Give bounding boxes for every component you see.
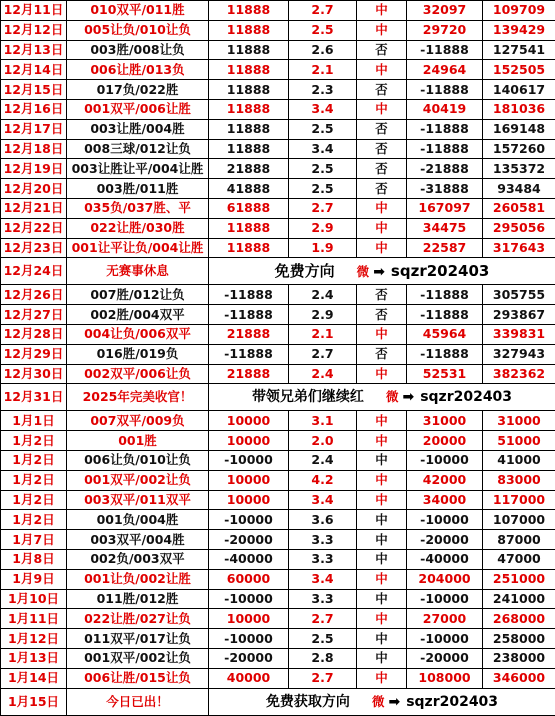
cell-total: 305755	[483, 285, 555, 305]
cell-odds: 2.8	[289, 648, 357, 668]
cell-stake: -10000	[209, 450, 289, 470]
cell-date: 12月15日	[1, 80, 67, 100]
cell-stake: 11888	[209, 238, 289, 258]
cell-stake: 10000	[209, 431, 289, 451]
record-row	[1, 648, 555, 668]
cell-date: 1月2日	[1, 450, 67, 470]
cell-date: 1月1日	[1, 411, 67, 431]
cell-stake: 11888	[209, 20, 289, 40]
cell-total: 127541	[483, 40, 555, 60]
cell-result: 中	[357, 648, 407, 668]
cell-profit: -11888	[407, 344, 483, 364]
cell-odds: 3.6	[289, 510, 357, 530]
cell-match: 006让胜/013负	[67, 60, 209, 80]
wechat-account: sqzr202403	[420, 389, 512, 405]
note-row	[1, 384, 555, 411]
cell-result: 中	[357, 218, 407, 238]
cell-date: 1月10日	[1, 589, 67, 609]
cell-stake: -20000	[209, 648, 289, 668]
cell-date: 1月12日	[1, 629, 67, 649]
cell-profit: -10000	[407, 629, 483, 649]
record-row	[1, 119, 555, 139]
cell-result: 中	[357, 198, 407, 218]
cell-result: 中	[357, 569, 407, 589]
cell-total: 47000	[483, 549, 555, 569]
cell-profit: -11888	[407, 139, 483, 159]
cell-result: 中	[357, 431, 407, 451]
cell-result: 中	[357, 411, 407, 431]
record-row	[1, 139, 555, 159]
record-row	[1, 530, 555, 550]
cell-date: 12月18日	[1, 139, 67, 159]
cell-result: 中	[357, 450, 407, 470]
cell-odds: 2.7	[289, 609, 357, 629]
cell-date: 1月15日	[1, 688, 67, 715]
cell-date: 12月17日	[1, 119, 67, 139]
cell-total: 87000	[483, 530, 555, 550]
cell-match: 010双平/011胜	[67, 1, 209, 21]
cell-stake: -11888	[209, 305, 289, 325]
cell-date: 1月2日	[1, 490, 67, 510]
cell-stake: 60000	[209, 569, 289, 589]
arrow-right-icon: ➡	[402, 389, 414, 405]
cell-result: 否	[357, 285, 407, 305]
cell-result: 中	[357, 324, 407, 344]
cell-match: 011胜/012胜	[67, 589, 209, 609]
cell-match: 001让平让负/004让胜	[67, 238, 209, 258]
record-row	[1, 238, 555, 258]
cell-odds: 2.1	[289, 324, 357, 344]
cell-match: 016胜/019负	[67, 344, 209, 364]
cell-odds: 3.4	[289, 99, 357, 119]
cell-date: 12月28日	[1, 324, 67, 344]
cell-result: 中	[357, 20, 407, 40]
cell-total: 295056	[483, 218, 555, 238]
promo-cell	[209, 384, 555, 411]
cell-stake: -20000	[209, 530, 289, 550]
record-row	[1, 285, 555, 305]
cell-match: 007双平/009负	[67, 411, 209, 431]
cell-total: 241000	[483, 589, 555, 609]
record-row	[1, 159, 555, 179]
note-text: 无赛事休息	[67, 258, 209, 285]
cell-profit: 34475	[407, 218, 483, 238]
cell-date: 12月21日	[1, 198, 67, 218]
cell-total: 382362	[483, 364, 555, 384]
cell-date: 12月20日	[1, 179, 67, 199]
cell-date: 1月13日	[1, 648, 67, 668]
cell-match: 003双平/011双平	[67, 490, 209, 510]
cell-date: 1月14日	[1, 668, 67, 688]
note-row	[1, 688, 555, 715]
cell-profit: 42000	[407, 470, 483, 490]
cell-stake: -10000	[209, 589, 289, 609]
cell-stake: 11888	[209, 218, 289, 238]
cell-profit: -11888	[407, 285, 483, 305]
cell-odds: 2.6	[289, 40, 357, 60]
cell-date: 1月2日	[1, 470, 67, 490]
cell-match: 011双平/017让负	[67, 629, 209, 649]
cell-profit: 32097	[407, 1, 483, 21]
cell-total: 135372	[483, 159, 555, 179]
cell-match: 008三球/012让负	[67, 139, 209, 159]
cell-match: 022让胜/027让负	[67, 609, 209, 629]
cell-match: 003让胜让平/004让胜	[67, 159, 209, 179]
cell-profit: -11888	[407, 80, 483, 100]
cell-match: 005让负/010让负	[67, 20, 209, 40]
record-row	[1, 450, 555, 470]
cell-stake: 10000	[209, 609, 289, 629]
cell-date: 12月19日	[1, 159, 67, 179]
record-row	[1, 344, 555, 364]
cell-result: 中	[357, 364, 407, 384]
cell-result: 否	[357, 80, 407, 100]
cell-total: 339831	[483, 324, 555, 344]
record-row	[1, 629, 555, 649]
cell-profit: 167097	[407, 198, 483, 218]
record-row	[1, 510, 555, 530]
cell-date: 12月30日	[1, 364, 67, 384]
cell-result: 中	[357, 549, 407, 569]
note-text: 2025年完美收官！	[67, 384, 209, 411]
cell-odds: 3.4	[289, 490, 357, 510]
cell-odds: 2.5	[289, 159, 357, 179]
cell-match: 003胜/011胜	[67, 179, 209, 199]
cell-date: 12月13日	[1, 40, 67, 60]
cell-odds: 1.9	[289, 238, 357, 258]
cell-stake: 21888	[209, 364, 289, 384]
cell-date: 12月24日	[1, 258, 67, 285]
cell-match: 003双平/004胜	[67, 530, 209, 550]
cell-profit: -10000	[407, 450, 483, 470]
cell-date: 12月29日	[1, 344, 67, 364]
record-row	[1, 668, 555, 688]
cell-match: 003胜/008让负	[67, 40, 209, 60]
note-text: 今日已出！	[67, 688, 209, 715]
cell-total: 140617	[483, 80, 555, 100]
cell-match: 004让负/006双平	[67, 324, 209, 344]
record-row	[1, 305, 555, 325]
cell-total: 169148	[483, 119, 555, 139]
cell-date: 12月14日	[1, 60, 67, 80]
record-row	[1, 40, 555, 60]
record-row	[1, 324, 555, 344]
cell-result: 否	[357, 344, 407, 364]
cell-date: 12月31日	[1, 384, 67, 411]
cell-total: 107000	[483, 510, 555, 530]
cell-total: 51000	[483, 431, 555, 451]
record-row	[1, 198, 555, 218]
cell-odds: 3.3	[289, 530, 357, 550]
cell-stake: 11888	[209, 99, 289, 119]
cell-result: 中	[357, 510, 407, 530]
cell-total: 139429	[483, 20, 555, 40]
record-row	[1, 470, 555, 490]
cell-match: 002双平/006让负	[67, 364, 209, 384]
cell-stake: -11888	[209, 285, 289, 305]
cell-profit: 45964	[407, 324, 483, 344]
cell-date: 12月11日	[1, 1, 67, 21]
cell-profit: 24964	[407, 60, 483, 80]
cell-stake: 11888	[209, 80, 289, 100]
cell-odds: 2.4	[289, 285, 357, 305]
cell-stake: 11888	[209, 40, 289, 60]
cell-odds: 2.7	[289, 668, 357, 688]
record-row	[1, 364, 555, 384]
cell-stake: 21888	[209, 324, 289, 344]
cell-result: 否	[357, 119, 407, 139]
cell-result: 中	[357, 668, 407, 688]
cell-odds: 2.9	[289, 305, 357, 325]
cell-date: 1月8日	[1, 549, 67, 569]
cell-profit: -40000	[407, 549, 483, 569]
cell-profit: 20000	[407, 431, 483, 451]
cell-date: 1月7日	[1, 530, 67, 550]
cell-total: 93484	[483, 179, 555, 199]
cell-stake: 11888	[209, 60, 289, 80]
cell-match: 006让负/010让负	[67, 450, 209, 470]
cell-match: 001负/004胜	[67, 510, 209, 530]
cell-profit: 52531	[407, 364, 483, 384]
cell-stake: -10000	[209, 629, 289, 649]
record-row	[1, 490, 555, 510]
cell-total: 41000	[483, 450, 555, 470]
cell-profit: -20000	[407, 648, 483, 668]
cell-date: 12月12日	[1, 20, 67, 40]
cell-stake: 21888	[209, 159, 289, 179]
promo-text: 免费获取方向	[266, 694, 350, 710]
cell-odds: 2.5	[289, 20, 357, 40]
cell-total: 31000	[483, 411, 555, 431]
promo-cell	[209, 688, 555, 715]
cell-result: 中	[357, 530, 407, 550]
cell-date: 1月2日	[1, 510, 67, 530]
cell-stake: 40000	[209, 668, 289, 688]
cell-match: 001让负/002让胜	[67, 569, 209, 589]
cell-odds: 2.3	[289, 80, 357, 100]
cell-match: 002胜/004双平	[67, 305, 209, 325]
cell-profit: 22587	[407, 238, 483, 258]
cell-stake: 41888	[209, 179, 289, 199]
cell-odds: 3.4	[289, 569, 357, 589]
cell-odds: 4.2	[289, 470, 357, 490]
cell-total: 157260	[483, 139, 555, 159]
cell-result: 否	[357, 159, 407, 179]
cell-result: 否	[357, 305, 407, 325]
cell-total: 181036	[483, 99, 555, 119]
cell-profit: 34000	[407, 490, 483, 510]
cell-total: 117000	[483, 490, 555, 510]
cell-total: 260581	[483, 198, 555, 218]
cell-result: 否	[357, 179, 407, 199]
cell-profit: -10000	[407, 510, 483, 530]
cell-profit: -21888	[407, 159, 483, 179]
cell-profit: -10000	[407, 589, 483, 609]
cell-total: 238000	[483, 648, 555, 668]
cell-odds: 3.3	[289, 549, 357, 569]
cell-total: 293867	[483, 305, 555, 325]
wechat-label: 微	[372, 694, 385, 709]
cell-stake: -40000	[209, 549, 289, 569]
cell-stake: 61888	[209, 198, 289, 218]
cell-result: 中	[357, 99, 407, 119]
cell-total: 258000	[483, 629, 555, 649]
cell-stake: 11888	[209, 1, 289, 21]
cell-result: 中	[357, 238, 407, 258]
cell-odds: 2.4	[289, 450, 357, 470]
cell-odds: 2.7	[289, 344, 357, 364]
record-row	[1, 609, 555, 629]
cell-total: 83000	[483, 470, 555, 490]
cell-profit: 204000	[407, 569, 483, 589]
cell-stake: 10000	[209, 470, 289, 490]
cell-date: 12月16日	[1, 99, 67, 119]
cell-odds: 2.5	[289, 179, 357, 199]
cell-result: 中	[357, 589, 407, 609]
cell-match: 001双平/002让负	[67, 648, 209, 668]
cell-profit: 40419	[407, 99, 483, 119]
cell-date: 1月11日	[1, 609, 67, 629]
cell-result: 否	[357, 40, 407, 60]
record-row	[1, 431, 555, 451]
cell-match: 035负/037胜、平	[67, 198, 209, 218]
cell-odds: 2.5	[289, 119, 357, 139]
arrow-right-icon: ➡	[373, 264, 385, 280]
cell-date: 12月27日	[1, 305, 67, 325]
cell-match: 003让胜/004胜	[67, 119, 209, 139]
cell-date: 1月2日	[1, 431, 67, 451]
cell-date: 12月22日	[1, 218, 67, 238]
arrow-right-icon: ➡	[388, 694, 400, 710]
cell-total: 346000	[483, 668, 555, 688]
record-table-body	[1, 1, 555, 716]
cell-odds: 2.1	[289, 60, 357, 80]
record-row	[1, 549, 555, 569]
cell-result: 中	[357, 60, 407, 80]
cell-odds: 3.1	[289, 411, 357, 431]
cell-odds: 2.4	[289, 364, 357, 384]
cell-date: 1月9日	[1, 569, 67, 589]
cell-match: 022让胜/030胜	[67, 218, 209, 238]
cell-profit: -11888	[407, 40, 483, 60]
promo-cell	[209, 258, 555, 285]
note-row	[1, 258, 555, 285]
cell-match: 017负/022胜	[67, 80, 209, 100]
record-row	[1, 20, 555, 40]
cell-profit: 27000	[407, 609, 483, 629]
cell-profit: 29720	[407, 20, 483, 40]
cell-profit: 108000	[407, 668, 483, 688]
cell-stake: 11888	[209, 119, 289, 139]
wechat-label: 微	[357, 264, 370, 279]
record-row	[1, 569, 555, 589]
record-row	[1, 589, 555, 609]
record-row	[1, 179, 555, 199]
wechat-account: sqzr202403	[391, 262, 489, 280]
record-row	[1, 218, 555, 238]
record-row	[1, 1, 555, 21]
cell-odds: 3.4	[289, 139, 357, 159]
cell-result: 否	[357, 139, 407, 159]
cell-total: 152505	[483, 60, 555, 80]
cell-total: 251000	[483, 569, 555, 589]
cell-stake: 11888	[209, 139, 289, 159]
cell-result: 中	[357, 470, 407, 490]
cell-odds: 2.5	[289, 629, 357, 649]
cell-profit: 31000	[407, 411, 483, 431]
cell-odds: 2.7	[289, 198, 357, 218]
cell-result: 中	[357, 490, 407, 510]
cell-profit: -11888	[407, 119, 483, 139]
cell-result: 中	[357, 629, 407, 649]
cell-total: 268000	[483, 609, 555, 629]
cell-match: 007胜/012让负	[67, 285, 209, 305]
cell-date: 12月23日	[1, 238, 67, 258]
cell-match: 001双平/002让负	[67, 470, 209, 490]
cell-profit: -20000	[407, 530, 483, 550]
cell-profit: -31888	[407, 179, 483, 199]
record-row	[1, 80, 555, 100]
cell-result: 中	[357, 1, 407, 21]
cell-total: 109709	[483, 1, 555, 21]
cell-match: 006让胜/015让负	[67, 668, 209, 688]
cell-stake: -10000	[209, 510, 289, 530]
cell-total: 317643	[483, 238, 555, 258]
cell-stake: 10000	[209, 490, 289, 510]
record-row	[1, 99, 555, 119]
cell-match: 001双平/006让胜	[67, 99, 209, 119]
wechat-label: 微	[386, 389, 399, 404]
cell-match: 002负/003双平	[67, 549, 209, 569]
cell-stake: -11888	[209, 344, 289, 364]
cell-odds: 2.9	[289, 218, 357, 238]
cell-odds: 3.3	[289, 589, 357, 609]
cell-stake: 10000	[209, 411, 289, 431]
promo-text: 带领兄弟们继续红	[252, 389, 364, 405]
cell-profit: -11888	[407, 305, 483, 325]
cell-odds: 2.7	[289, 1, 357, 21]
promo-text: 免费方向	[275, 262, 335, 280]
record-row	[1, 411, 555, 431]
wechat-account: sqzr202403	[406, 694, 498, 710]
cell-result: 中	[357, 609, 407, 629]
cell-match: 001胜	[67, 431, 209, 451]
record-row	[1, 60, 555, 80]
cell-odds: 2.0	[289, 431, 357, 451]
cell-total: 327943	[483, 344, 555, 364]
cell-date: 12月26日	[1, 285, 67, 305]
